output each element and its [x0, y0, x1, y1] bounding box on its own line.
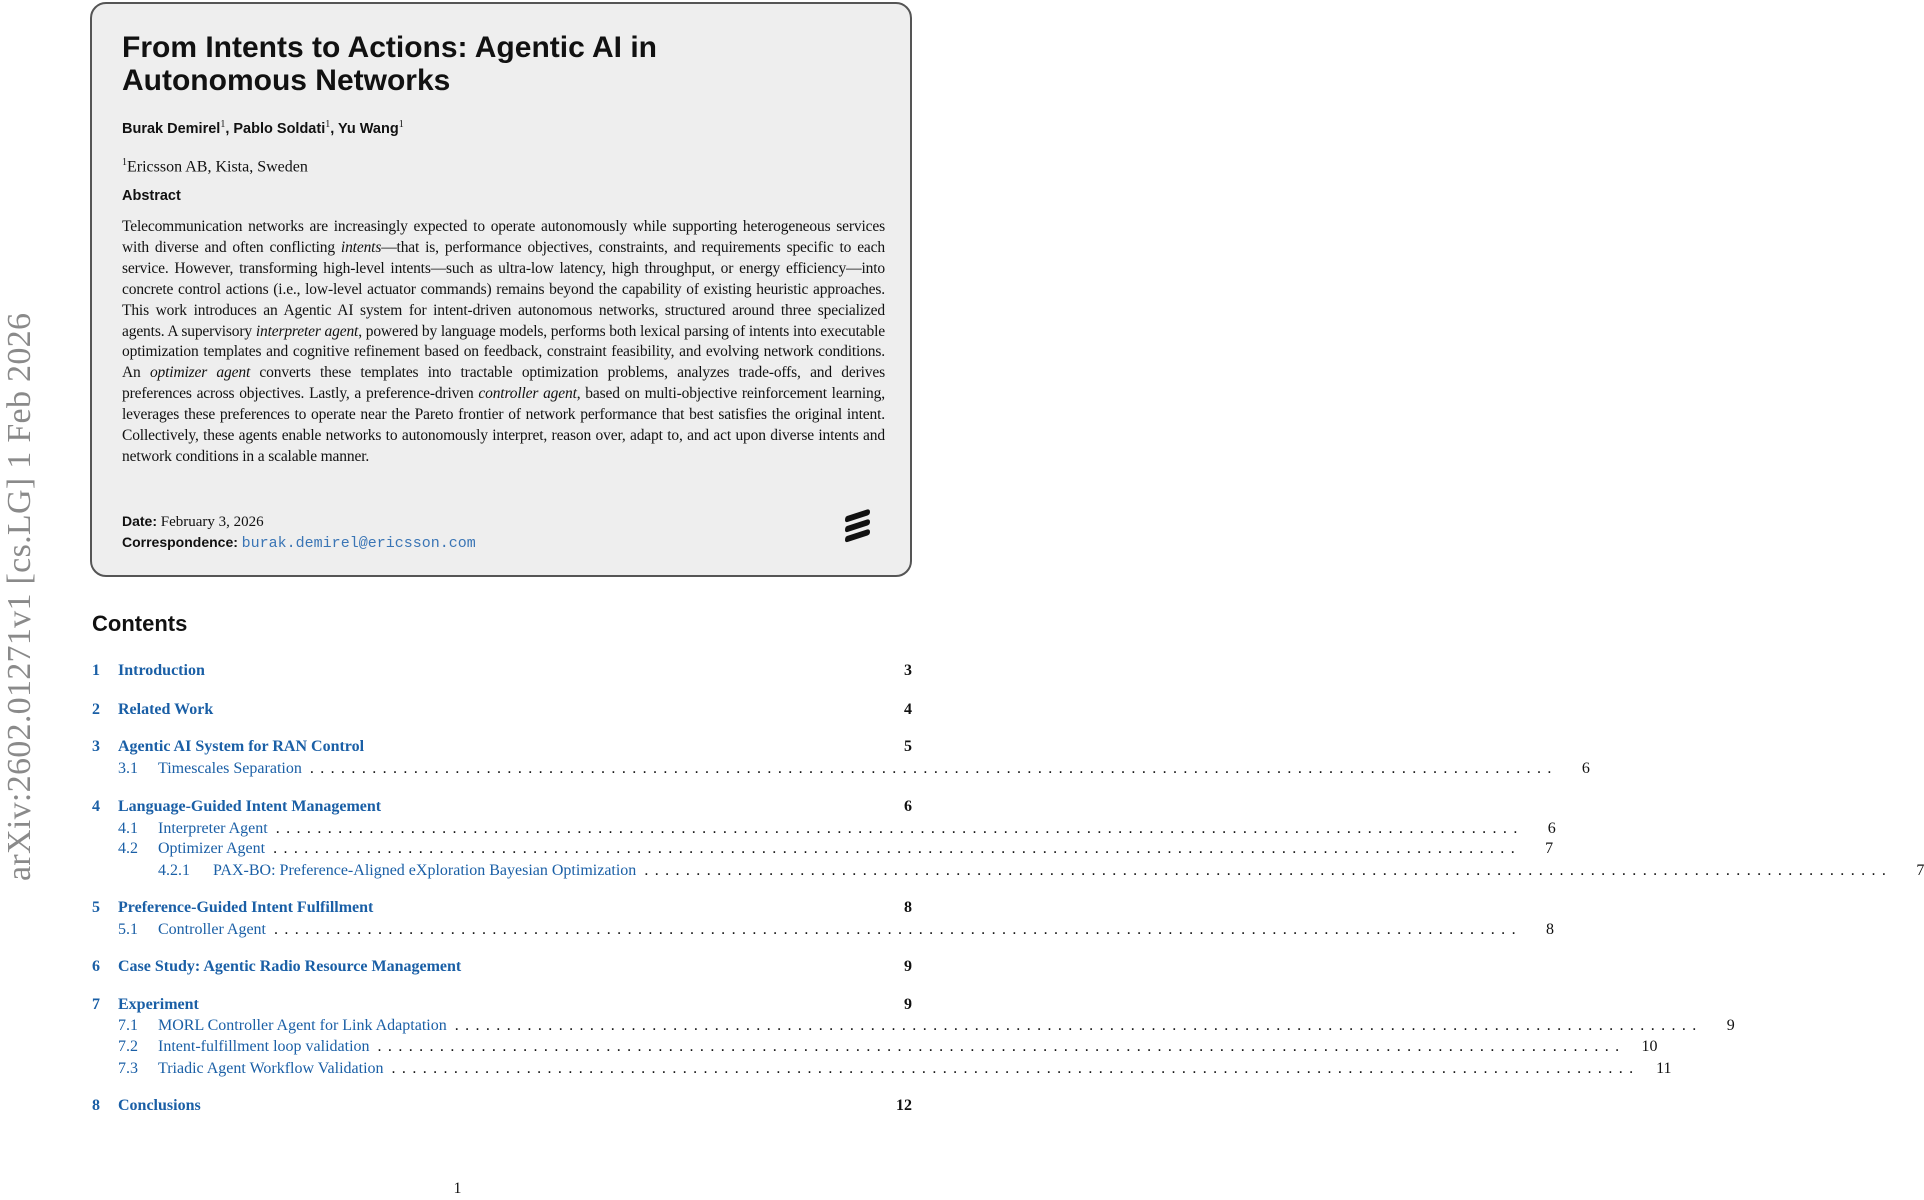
toc-page: 3: [904, 662, 912, 679]
correspondence-label: Correspondence:: [122, 534, 238, 550]
toc-leader: ........................................................................................................................: [644, 862, 1893, 879]
abstract-emphasis: optimizer agent: [149, 364, 251, 382]
abstract-part: , based on multi-objective reinforcement learning, leverages these preferences to operate near the Pareto frontier of network performance that best satisfies the original intent. Collectively, these agents enable networks to autonomously interpret, reason over, adapt to, and act upon diverse intents and network conditions in a scalable manner.: [122, 385, 885, 465]
author-name: Yu Wang: [338, 120, 399, 137]
toc-number: 7.2: [118, 1038, 138, 1055]
toc-leader: ........................................................................................................................: [391, 1060, 1640, 1077]
toc-page: 8: [904, 899, 912, 916]
toc-label: Triadic Agent Workflow Validation: [158, 1060, 384, 1077]
toc-number: 7.3: [118, 1060, 138, 1077]
toc-label: Language-Guided Intent Management: [118, 798, 382, 815]
author-affil-mark: 1: [325, 119, 331, 130]
toc-entry[interactable]: [92, 1017, 1735, 1039]
abstract-part: Telecommunication networks are increasingly expected to operate autonomously while supporting heterogeneous services with diverse and often conflicting: [122, 218, 885, 256]
abstract-part: converts these templates into tractable optimization problems, analyzes trade-offs, and derives preferences across objectives. Lastly, a preference-driven: [122, 364, 885, 403]
toc-entry[interactable]: [92, 862, 1924, 884]
toc-page: 4: [904, 701, 912, 718]
toc-entry[interactable]: [92, 921, 1554, 943]
abstract-emphasis: controller agent: [478, 385, 577, 403]
toc-leader: ........................................................................................................................: [454, 1017, 1703, 1034]
toc-entry[interactable]: [92, 701, 912, 723]
author-list: Burak Demirel$^1$, Pablo Soldati$^1$, Yu Wang$^1$: [122, 119, 404, 137]
toc-page: 7: [1545, 840, 1554, 857]
toc-entry[interactable]: [92, 738, 912, 760]
toc-label: Preference-Guided Intent Fulfillment: [118, 899, 374, 916]
affiliation: [122, 157, 308, 176]
toc-label: Agentic AI System for RAN Control: [118, 738, 365, 755]
toc-number: 4: [92, 798, 100, 815]
toc-number: 3: [92, 738, 100, 755]
toc-number: 4.2.1: [158, 862, 190, 879]
toc-label: Intent-fulfillment loop validation: [158, 1038, 370, 1055]
toc-number: 2: [92, 701, 100, 718]
page-number: 1: [453, 1180, 462, 1197]
toc-label: Optimizer Agent: [158, 840, 266, 857]
abstract-heading: Abstract: [122, 188, 181, 204]
toc-page: 5: [904, 738, 912, 755]
toc-page: 6: [1547, 820, 1556, 837]
toc-leader: ........................................................................................................................: [273, 840, 1522, 857]
abstract-emphasis: interpreter agent: [255, 322, 359, 340]
toc-label: Interpreter Agent: [158, 820, 268, 837]
toc-entry[interactable]: [92, 662, 912, 684]
toc-entry[interactable]: [92, 798, 912, 820]
toc-number: 4.2: [118, 840, 138, 857]
toc-number: 7.1: [118, 1017, 138, 1034]
toc-page: 6: [1581, 760, 1590, 777]
toc-page: 10: [1641, 1038, 1658, 1055]
toc-label: Case Study: Agentic Radio Resource Management: [118, 958, 462, 975]
toc-entry[interactable]: [92, 958, 912, 980]
abstract-emphasis: intents: [340, 238, 382, 256]
abstract-part: —that is, performance objectives, constraints, and requirements specific to each service. However, transforming high-level intents—such as ultra-low latency, high throughput, or energy efficiency—into concrete control actions (i.e., low-level actuator commands) remains beyond the capability of existing heuristic approaches. This work introduces an Agentic AI system for intent-driven autonomous networks, structured around three specialized agents. A supervisory: [122, 238, 885, 340]
toc-leader: ........................................................................................................................: [275, 820, 1524, 837]
date-value: February 3, 2026: [160, 514, 264, 530]
correspondence-line: [122, 534, 476, 552]
toc-leader: ........................................................................................................................: [273, 921, 1522, 938]
toc-entry[interactable]: [92, 899, 912, 921]
arxiv-stamp: arXiv:2602.01271v1 [cs.LG] 1 Feb 2026: [1, 312, 38, 882]
toc-label: Introduction: [118, 662, 205, 679]
toc-label: Timescales Separation: [158, 760, 302, 777]
toc-label: PAX-BO: Preference-Aligned eXploration Bayesian Optimization: [213, 862, 637, 879]
toc-entry[interactable]: [92, 840, 1554, 862]
toc-page: 6: [904, 798, 912, 815]
author-name: Burak Demirel: [122, 120, 221, 137]
toc-label: MORL Controller Agent for Link Adaptation: [158, 1017, 447, 1034]
toc-label: Experiment: [118, 996, 199, 1013]
toc-number: 5.1: [118, 921, 138, 938]
toc-page: 9: [1726, 1017, 1735, 1034]
affiliation-mark: 1: [122, 157, 127, 168]
toc-number: 6: [92, 958, 100, 975]
toc-label: Controller Agent: [158, 921, 266, 938]
author-affil-mark: 1: [220, 119, 226, 130]
toc-number: 3.1: [118, 760, 138, 777]
paper-title: From Intents to Actions: Agentic AI in Autonomous Networks: [122, 31, 657, 97]
toc-entry[interactable]: [92, 1060, 1672, 1082]
toc-number: 5: [92, 899, 100, 916]
contents-heading: Contents: [92, 611, 188, 636]
toc-number: 7: [92, 996, 100, 1013]
abstract-part: , powered by language models, performs both lexical parsing of intents into executable optimization templates and cognitive refinement based on feedback, constraint feasibility, and evolving network conditions. An: [122, 322, 886, 382]
author-affil-mark: 1: [398, 119, 404, 130]
toc-label: Conclusions: [118, 1097, 201, 1114]
toc-entry[interactable]: [92, 760, 1590, 782]
toc-page: 11: [1656, 1060, 1672, 1077]
toc-page: 7: [1916, 862, 1924, 879]
toc-entry[interactable]: [92, 820, 1556, 842]
ericsson-logo-icon: [844, 509, 872, 543]
date-label: Date:: [122, 513, 158, 529]
toc-page: 9: [904, 958, 912, 975]
toc-entry[interactable]: [92, 1038, 1658, 1060]
affiliation-text: Ericsson AB, Kista, Sweden: [127, 158, 308, 176]
toc-number: 8: [92, 1097, 100, 1114]
toc-number: 4.1: [118, 820, 138, 837]
toc-page: 8: [1545, 921, 1554, 938]
date-line: [122, 513, 264, 531]
toc-entry[interactable]: [92, 996, 912, 1018]
toc-leader: ........................................................................................................................: [377, 1038, 1626, 1055]
abstract-text: [122, 217, 885, 468]
toc-label: Related Work: [118, 701, 214, 718]
toc-number: 1: [92, 662, 100, 679]
toc-leader: ........................................................................................................................: [309, 760, 1558, 777]
title-box: [90, 2, 912, 577]
toc-page: 12: [896, 1097, 912, 1114]
correspondence-email-link[interactable]: burak.demirel@ericsson.com: [241, 535, 476, 552]
toc-entry[interactable]: [92, 1097, 912, 1119]
author-name: Pablo Soldati: [233, 120, 326, 137]
toc-page: 9: [904, 996, 912, 1013]
